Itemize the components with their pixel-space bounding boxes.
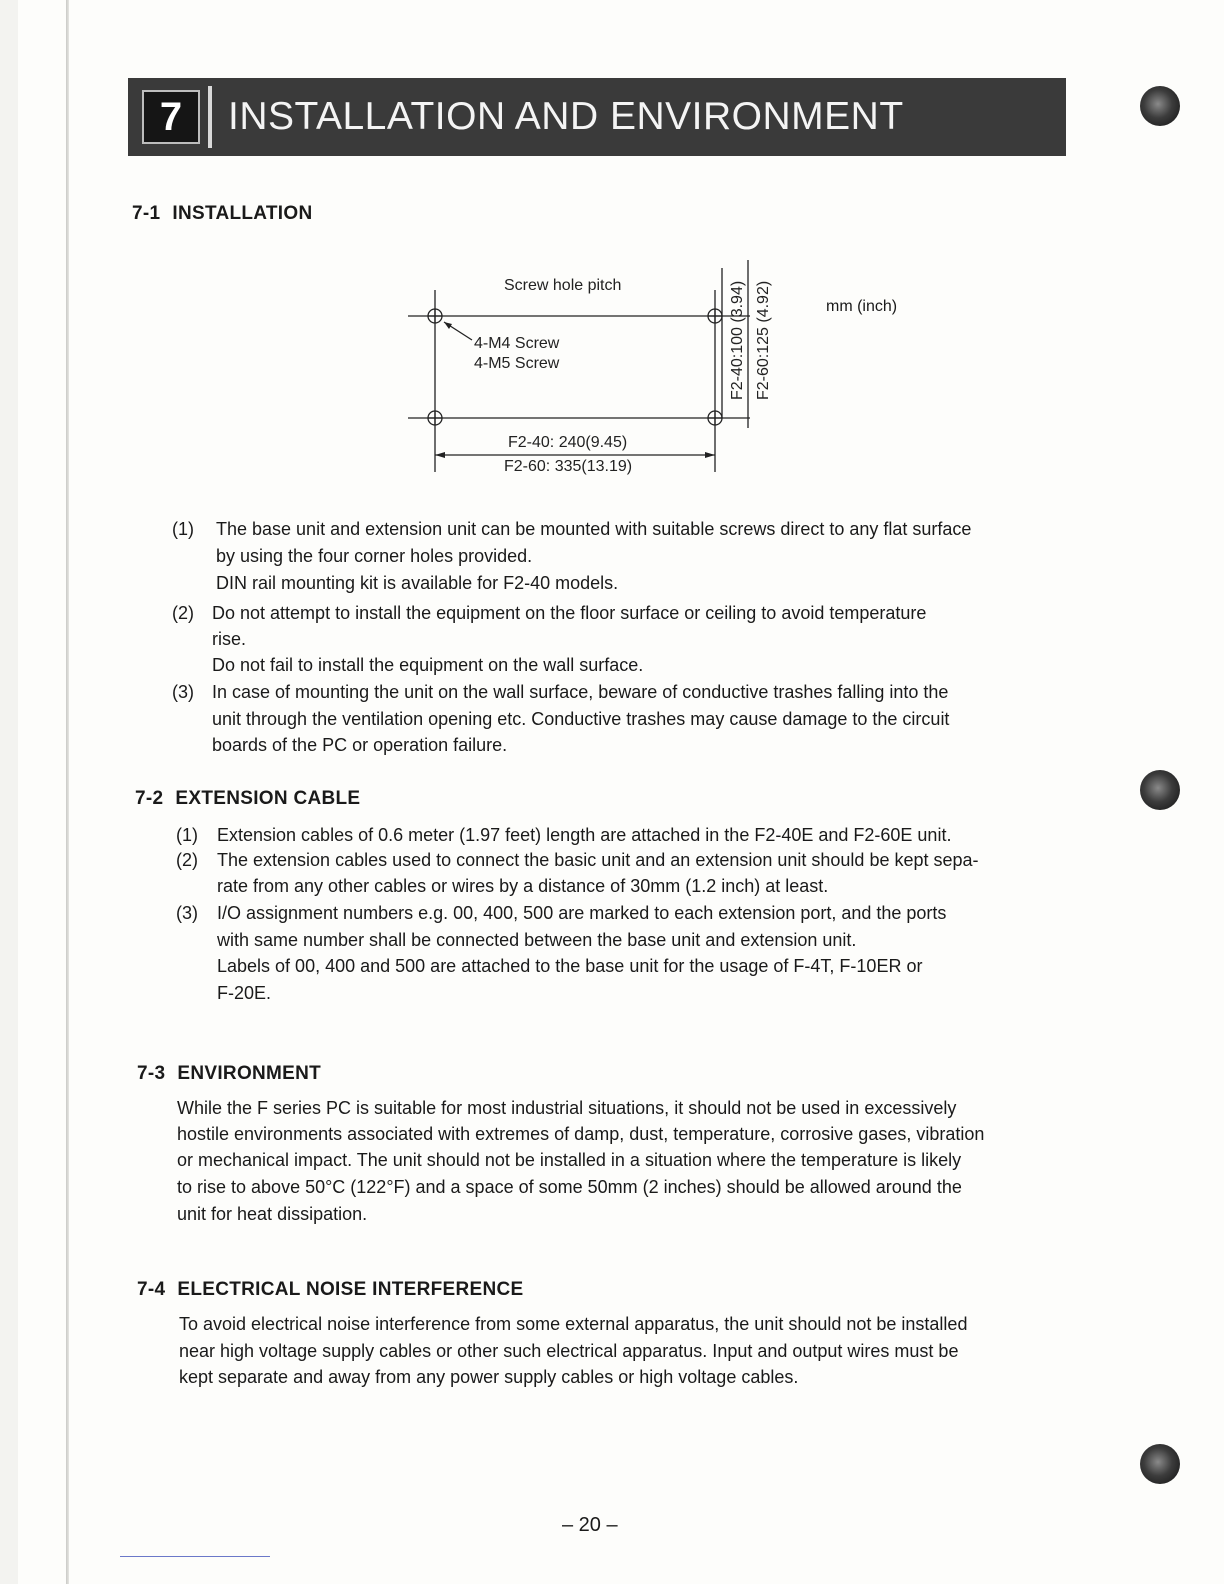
noise-line-1: To avoid electrical noise interference from some external apparatus, the unit should not be installed (179, 1314, 968, 1334)
section-heading-electrical-noise (137, 1279, 524, 1301)
installation-item-1-line-1: The base unit and extension unit can be mounted with suitable screws direct to any flat surface (216, 519, 972, 539)
page-number: – 20 – (562, 1514, 618, 1536)
width-f240-label: F2-40: 240(9.45) (508, 434, 628, 451)
installation-item-3-line-3: boards of the PC or operation failure. (212, 735, 508, 755)
section-title: INSTALLATION (172, 203, 313, 224)
section-title: ENVIRONMENT (177, 1063, 322, 1084)
binding-edge (66, 0, 69, 1584)
screw-hole-pitch-label: Screw hole pitch (504, 277, 622, 294)
height-f240-label: F2-40:100 (3.94) (729, 280, 746, 400)
punch-hole-middle (1140, 770, 1180, 810)
noise-line-2: near high voltage supply cables or other such electrical apparatus. Input and output wires must be (179, 1341, 959, 1361)
extension-item-mark-2: (2) (176, 850, 198, 870)
unit-note: mm (inch) (826, 298, 898, 315)
m5-screw-label: 4-M5 Screw (474, 355, 560, 372)
environment-line-3: or mechanical impact. The unit should not be installed in a situation where the temperature is likely (177, 1150, 962, 1170)
installation-item-mark-3: (3) (172, 682, 194, 702)
header-divider (208, 86, 212, 148)
punch-hole-bottom (1140, 1444, 1180, 1484)
noise-line-3: kept separate and away from any power supply cables or high voltage cables. (179, 1367, 799, 1387)
section-heading-installation (132, 203, 312, 225)
section-heading-environment (137, 1063, 321, 1085)
installation-item-2-line-1: Do not attempt to install the equipment on the floor surface or ceiling to avoid temperature (212, 603, 927, 623)
footer-rule (120, 1556, 270, 1557)
section-number: 7-3 (137, 1063, 166, 1084)
installation-item-3-line-1: In case of mounting the unit on the wall surface, beware of conductive trashes falling into the (212, 682, 949, 702)
mounting-diagram (400, 250, 800, 490)
m4-screw-label: 4-M4 Screw (474, 335, 560, 352)
extension-item-1-line-1: Extension cables of 0.6 meter (1.97 feet) length are attached in the F2-40E and F2-60E unit. (217, 825, 952, 845)
chapter-header (128, 78, 1066, 156)
installation-item-1-line-2: by using the four corner holes provided. (216, 546, 533, 566)
environment-line-4: to rise to above 50°C (122°F) and a space of some 50mm (2 inches) should be allowed around the (177, 1177, 962, 1197)
installation-item-3-line-2: unit through the ventilation opening etc. Conductive trashes may cause damage to the circuit (212, 709, 950, 729)
environment-line-2: hostile environments associated with extremes of damp, dust, temperature, corrosive gases, vibration (177, 1124, 985, 1144)
section-number: 7-1 (132, 203, 161, 224)
environment-line-1: While the F series PC is suitable for most industrial situations, it should not be used in excessively (177, 1098, 957, 1118)
installation-item-mark-2: (2) (172, 603, 194, 623)
chapter-number: 7 (159, 95, 183, 139)
extension-item-mark-3: (3) (176, 903, 198, 923)
installation-item-2-line-2: rise. (212, 629, 247, 649)
environment-line-5: unit for heat dissipation. (177, 1204, 368, 1224)
section-title: ELECTRICAL NOISE INTERFERENCE (177, 1279, 524, 1300)
section-number: 7-2 (135, 788, 164, 809)
width-f260-label: F2-60: 335(13.19) (504, 458, 633, 475)
extension-item-3-line-4: F-20E. (217, 983, 272, 1003)
installation-item-1-line-3: DIN rail mounting kit is available for F2-40 models. (216, 573, 619, 593)
extension-item-3-line-3: Labels of 00, 400 and 500 are attached to the base unit for the usage of F-4T, F-10ER or (217, 956, 923, 976)
extension-item-mark-1: (1) (176, 825, 198, 845)
installation-item-2-line-3: Do not fail to install the equipment on the wall surface. (212, 655, 644, 675)
chapter-number-box (142, 90, 200, 144)
section-number: 7-4 (137, 1279, 166, 1300)
page-edge (0, 0, 18, 1584)
punch-hole-top (1140, 86, 1180, 126)
extension-item-2-line-2: rate from any other cables or wires by a distance of 30mm (1.2 inch) at least. (217, 876, 829, 896)
installation-item-mark-1: (1) (172, 519, 194, 539)
section-heading-extension-cable (135, 788, 360, 810)
extension-item-3-line-2: with same number shall be connected between the base unit and extension unit. (217, 930, 857, 950)
chapter-title: INSTALLATION AND ENVIRONMENT (228, 95, 904, 138)
height-f260-label: F2-60:125 (4.92) (755, 280, 772, 400)
section-title: EXTENSION CABLE (175, 788, 361, 809)
extension-item-3-line-1: I/O assignment numbers e.g. 00, 400, 500 are marked to each extension port, and the ports (217, 903, 947, 923)
extension-item-2-line-1: The extension cables used to connect the basic unit and an extension unit should be kept sepa- (217, 850, 979, 870)
